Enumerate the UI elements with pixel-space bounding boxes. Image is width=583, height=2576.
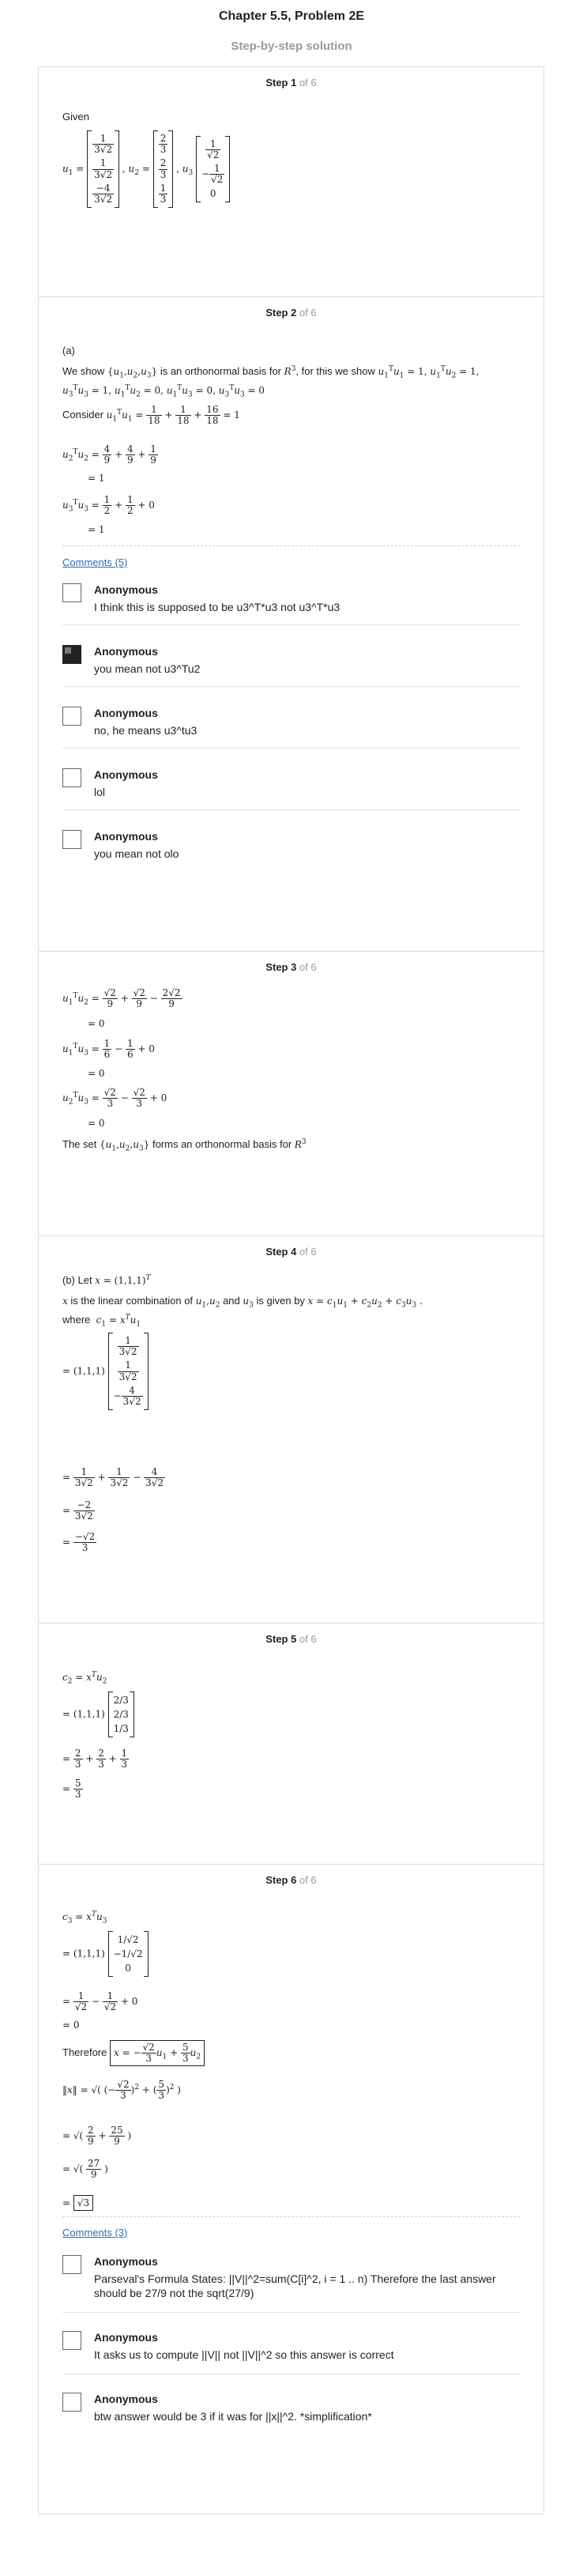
comment-author: Anonymous	[94, 2255, 158, 2268]
norm-formula: ‖x‖ = √( (− $\frac{√2}{3}$ )$^2$ + ( $\frac{5}{3}$ )$^2$ )	[62, 2079, 181, 2102]
norm-sum: = √( $\frac{2}{9}$ + $\frac{25}{9}$ )	[62, 2125, 132, 2148]
step-header	[62, 1624, 520, 1645]
step-label: Step 2	[265, 307, 297, 319]
page-title: Chapter 5.5, Problem 2E	[218, 9, 365, 23]
comment-divider	[62, 809, 520, 810]
u2-norm-result: = 1	[88, 473, 105, 484]
solution-container	[38, 66, 544, 2514]
set-conclusion: The set $\{u_1,u_2,u_3\}$ forms an orthonormal basis for $R^3$	[62, 1138, 307, 1153]
u2-u3-result: = 0	[88, 1118, 105, 1129]
comment-checkbox[interactable]	[62, 2393, 81, 2412]
vector-u3: 1/√2 −1/√2 0	[108, 1931, 149, 1977]
comment-text: you mean not olo	[94, 847, 179, 860]
step-label: Step 5	[265, 1633, 297, 1645]
linear-combination: x is the linear combination of $u_1,u_2$ and $u_3$ is given by $x = c_1u_1 + c_2u_2 + c_3u_3$ .	[62, 1295, 423, 1310]
u1-u3-calc: $u_1^Tu_3$ = $\frac{1}{6}$ − $\frac{1}{6}$ + 0	[62, 1038, 155, 1061]
given-vectors: $u_1$ = $\frac{1}{3√2}$ $\frac{1}{3√2}$ $\frac{-4}{3√2}$ , $u_2$ = $\frac{2}{3}$ $\frac{2}{3}$ $\frac{1}{3}$ , $u_3$ $\frac{1}{√2}$ − $\frac{1}{√2}$ 0	[62, 130, 230, 208]
step-6	[39, 1864, 544, 2514]
u3-norm-calc: $u_3^Tu_3$ = $\frac{1}{2}$ + $\frac{1}{2}$ + 0	[62, 494, 155, 517]
comments-divider	[62, 2216, 520, 2217]
comment-checkbox[interactable]	[62, 583, 81, 602]
step-4	[39, 1235, 544, 1623]
comment-author: Anonymous	[94, 645, 158, 658]
c1-result: = $\frac{-√2}{3}$	[62, 1531, 96, 1554]
u2-norm-calc: $u_2^Tu_2$ = $\frac{4}{9}$ + $\frac{4}{9}$ + $\frac{1}{9}$	[62, 443, 156, 466]
let-x: (b) Let $x = (1,1,1)^T$	[62, 1274, 151, 1286]
comment-author: Anonymous	[94, 2393, 158, 2405]
part-a-label: (a)	[62, 345, 75, 356]
norm-result: = √3	[62, 2195, 93, 2211]
comment-divider	[62, 624, 520, 625]
step-header	[62, 952, 520, 973]
step-of: of 6	[299, 1246, 317, 1258]
comment-author: Anonymous	[94, 768, 158, 781]
comment-divider	[62, 748, 520, 749]
step-5	[39, 1623, 544, 1864]
comment-checkbox[interactable]	[62, 707, 81, 726]
step-header	[62, 1236, 520, 1258]
step-header	[62, 297, 520, 319]
therefore-line: Therefore x = − $\frac{√2}{3}$ $u_1$ + $\frac{5}{3}$ $u_2$	[62, 2040, 205, 2066]
step-of: of 6	[299, 1874, 317, 1886]
comment-text: no, he means u3^tu3	[94, 724, 197, 737]
comment-checkbox[interactable]	[62, 2331, 81, 2350]
comment-text: Parseval's Formula States: ||V||^2=sum(C[i]^2, i = 1 .. n) Therefore the last answer should be 27/9 not the sqrt(27/9)	[94, 2272, 496, 2299]
vector-u3: $\frac{1}{√2}$ − $\frac{1}{√2}$ 0	[196, 136, 230, 203]
show-statement: We show $\{u_1,u_2,u_3\}$ is an orthonormal basis for $R^3$, for this we show $u_1^Tu_1 = 1$, $u_1^Tu_2 = 1$,	[62, 365, 480, 380]
norm-simplified: = √( $\frac{27}{9}$ )	[62, 2158, 108, 2181]
comment-text: btw answer would be 3 if it was for ||x||^2. *simplification*	[94, 2410, 372, 2423]
step-label: Step 3	[265, 961, 297, 973]
given-label: Given	[62, 111, 89, 123]
avatar	[62, 645, 81, 664]
orthonormal-conditions: $u_3^Tu_3 = 1$, $u_1^Tu_2 = 0$, $u_1^Tu_3 = 0$, $u_3^Tu_3 = 0$	[62, 384, 265, 399]
step-of: of 6	[299, 307, 317, 319]
c2-result: = $\frac{5}{3}$	[62, 1778, 81, 1801]
page-subtitle: Step-by-step solution	[231, 40, 352, 53]
c1-product: = (1,1,1) $\frac{1}{3√2}$ $\frac{1}{3√2}$ − $\frac{4}{3√2}$	[62, 1333, 149, 1410]
step-label: Step 1	[265, 77, 297, 89]
comment-author: Anonymous	[94, 707, 158, 719]
comments-link[interactable]: Comments (3)	[62, 2227, 128, 2238]
comments-link[interactable]: Comments (5)	[62, 556, 128, 568]
step-3	[39, 951, 544, 1235]
where-c1: where $c_1 = x^Tu_1$	[62, 1314, 141, 1329]
comment-author: Anonymous	[94, 2331, 158, 2344]
step-of: of 6	[299, 961, 317, 973]
u2-u3-calc: $u_2^Tu_3$ = $\frac{√2}{3}$ − $\frac{√2}{3}$ + 0	[62, 1087, 167, 1110]
c2-product: = (1,1,1) 2/3 2/3 1/3	[62, 1692, 134, 1737]
vector-u1: $\frac{1}{3√2}$ $\frac{1}{3√2}$ − $\frac{4}{3√2}$	[108, 1333, 149, 1410]
c1-simplified: = $\frac{-2}{3√2}$	[62, 1499, 93, 1522]
c3-def: $c_3 = x^Tu_3$	[62, 1910, 107, 1925]
c1-sum: = $\frac{1}{3√2}$ + $\frac{1}{3√2}$ − $\frac{4}{3√2}$	[62, 1466, 164, 1489]
u3-norm-result: = 1	[88, 524, 105, 535]
c3-product: = (1,1,1) 1/√2 −1/√2 0	[62, 1931, 149, 1977]
comment-text: lol	[94, 786, 106, 798]
comments-divider	[62, 545, 520, 546]
comment-checkbox[interactable]	[62, 768, 81, 787]
step-of: of 6	[299, 1633, 317, 1645]
u1-u2-result: = 0	[88, 1018, 105, 1029]
comment-author: Anonymous	[94, 583, 158, 596]
step-header	[62, 67, 520, 89]
page-header	[0, 0, 583, 66]
comment-text: you mean not u3^Tu2	[94, 662, 201, 675]
comment-checkbox[interactable]	[62, 830, 81, 849]
comment-text: It asks us to compute ||V|| not ||V||^2 so this answer is correct	[94, 2348, 394, 2361]
step-label: Step 6	[265, 1874, 297, 1886]
c2-def: $c_2 = x^Tu_2$	[62, 1671, 107, 1686]
consider-line: Consider $u_1^Tu_1$ = $\frac{1}{18}$ + $\frac{1}{18}$ + $\frac{16}{18}$ = 1	[62, 404, 240, 427]
step-header	[62, 1865, 520, 1886]
comment-divider	[62, 2312, 520, 2313]
comment-divider	[62, 686, 520, 687]
comment-text: I think this is supposed to be u3^T*u3 not u3^T*u3	[94, 601, 340, 613]
c3-sum: = $\frac{1}{√2}$ − $\frac{1}{√2}$ + 0	[62, 1990, 138, 2013]
step-2	[39, 296, 544, 951]
c2-sum: = $\frac{2}{3}$ + $\frac{2}{3}$ + $\frac{1}{3}$	[62, 1748, 128, 1771]
comment-checkbox[interactable]	[62, 2255, 81, 2274]
vector-u2: 2/3 2/3 1/3	[108, 1692, 134, 1737]
step-of: of 6	[299, 77, 317, 89]
vector-u1: $\frac{1}{3√2}$ $\frac{1}{3√2}$ $\frac{-4}{3√2}$	[87, 130, 119, 208]
comment-author: Anonymous	[94, 830, 158, 843]
step-label: Step 4	[265, 1246, 297, 1258]
step-1	[39, 67, 544, 296]
vector-u2: $\frac{2}{3}$ $\frac{2}{3}$ $\frac{1}{3}$	[153, 130, 174, 208]
u1-u3-result: = 0	[88, 1068, 105, 1079]
u1-u2-calc: $u_1^Tu_2$ = $\frac{√2}{9}$ + $\frac{√2}{9}$ − $\frac{2√2}{9}$	[62, 987, 181, 1010]
c3-result: = 0	[62, 2020, 80, 2031]
